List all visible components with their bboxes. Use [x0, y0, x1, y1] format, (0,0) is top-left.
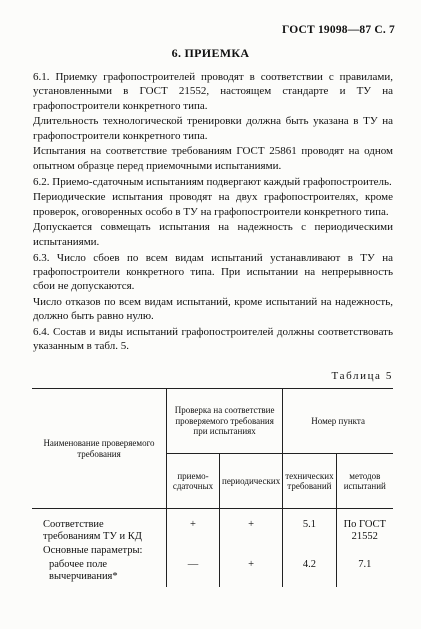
paragraph: 6.3. Число сбоев по всем видам испытаний устанавливают в ТУ на графопостроители конкретного типа. При испытании на непрерывность сбои не допускаются. [33, 251, 393, 293]
paragraph: 6.4. Состав и виды испытаний графопостроителей должны соответствовать указанным в табл. 5. [33, 326, 393, 353]
paragraph: 6.2. Приемо-сдаточным испытаниям подвергают каждый графопостроитель. [33, 175, 392, 188]
cell-periodic [220, 545, 283, 559]
cell-test-methods: По ГОСТ 21552 [336, 509, 393, 546]
header-check: Проверка на соответствие проверяемого требования при испытаниях [167, 389, 283, 454]
cell-test-methods [336, 545, 393, 559]
header-test-methods: методов испытаний [336, 454, 393, 509]
cell-periodic: + [220, 559, 283, 587]
body-text [33, 70, 393, 354]
cell-acceptance: + [167, 509, 220, 546]
page-header: ГОСТ 19098—87 С. 7 [282, 24, 395, 36]
table-row [32, 559, 393, 587]
cell-periodic: + [220, 509, 283, 546]
cell-tech-req: 4.2 [283, 559, 336, 587]
table-label: Таблица 5 [331, 370, 393, 382]
cell-test-methods: 7.1 [336, 559, 393, 587]
table-row [32, 545, 393, 559]
cell-acceptance [167, 545, 220, 559]
requirements-table [32, 388, 393, 587]
header-periodic: периодических [220, 454, 283, 509]
header-acceptance: приемо-сдаточных [167, 454, 220, 509]
paragraph: Периодические испытания проводят на двух графопостроителях, кроме проверок, оговоренных особо в ТУ на графопостроители конкретного типа. [33, 191, 393, 218]
header-tech-req: технических требований [283, 454, 336, 509]
paragraph: Испытания на соответствие требованиям ГОСТ 25861 проводят на одном опытном образце перед приемочными испытаниями. [33, 145, 393, 172]
cell-name: Соответствие требованиям ТУ и КД [32, 509, 167, 546]
cell-name: Основные параметры: [32, 545, 167, 559]
paragraph: Допускается совмещать испытания на надежность с периодическими испытаниями. [33, 221, 393, 248]
header-name: Наименование проверяемого требования [32, 389, 167, 509]
paragraph: Число отказов по всем видам испытаний, кроме испытаний на надежность, должно быть равно нулю. [33, 295, 393, 323]
section-title: 6. ПРИЕМКА [171, 46, 250, 60]
table-row [32, 509, 393, 546]
cell-tech-req [283, 545, 336, 559]
cell-name: рабочее поле вычерчивания* [32, 559, 167, 587]
paragraph: Длительность технологической тренировки должна быть указана в ТУ на графопостроители конкретного типа. [33, 115, 393, 142]
paragraph: 6.1. Приемку графопостроителей проводят в соответствии с правилами, установленными в ГОСТ 21552, настоящем стандарте и ТУ на графопостроители конкретного типа. [33, 71, 393, 112]
header-point-number: Номер пункта [283, 389, 393, 454]
cell-acceptance: — [167, 559, 220, 587]
cell-tech-req: 5.1 [283, 509, 336, 546]
